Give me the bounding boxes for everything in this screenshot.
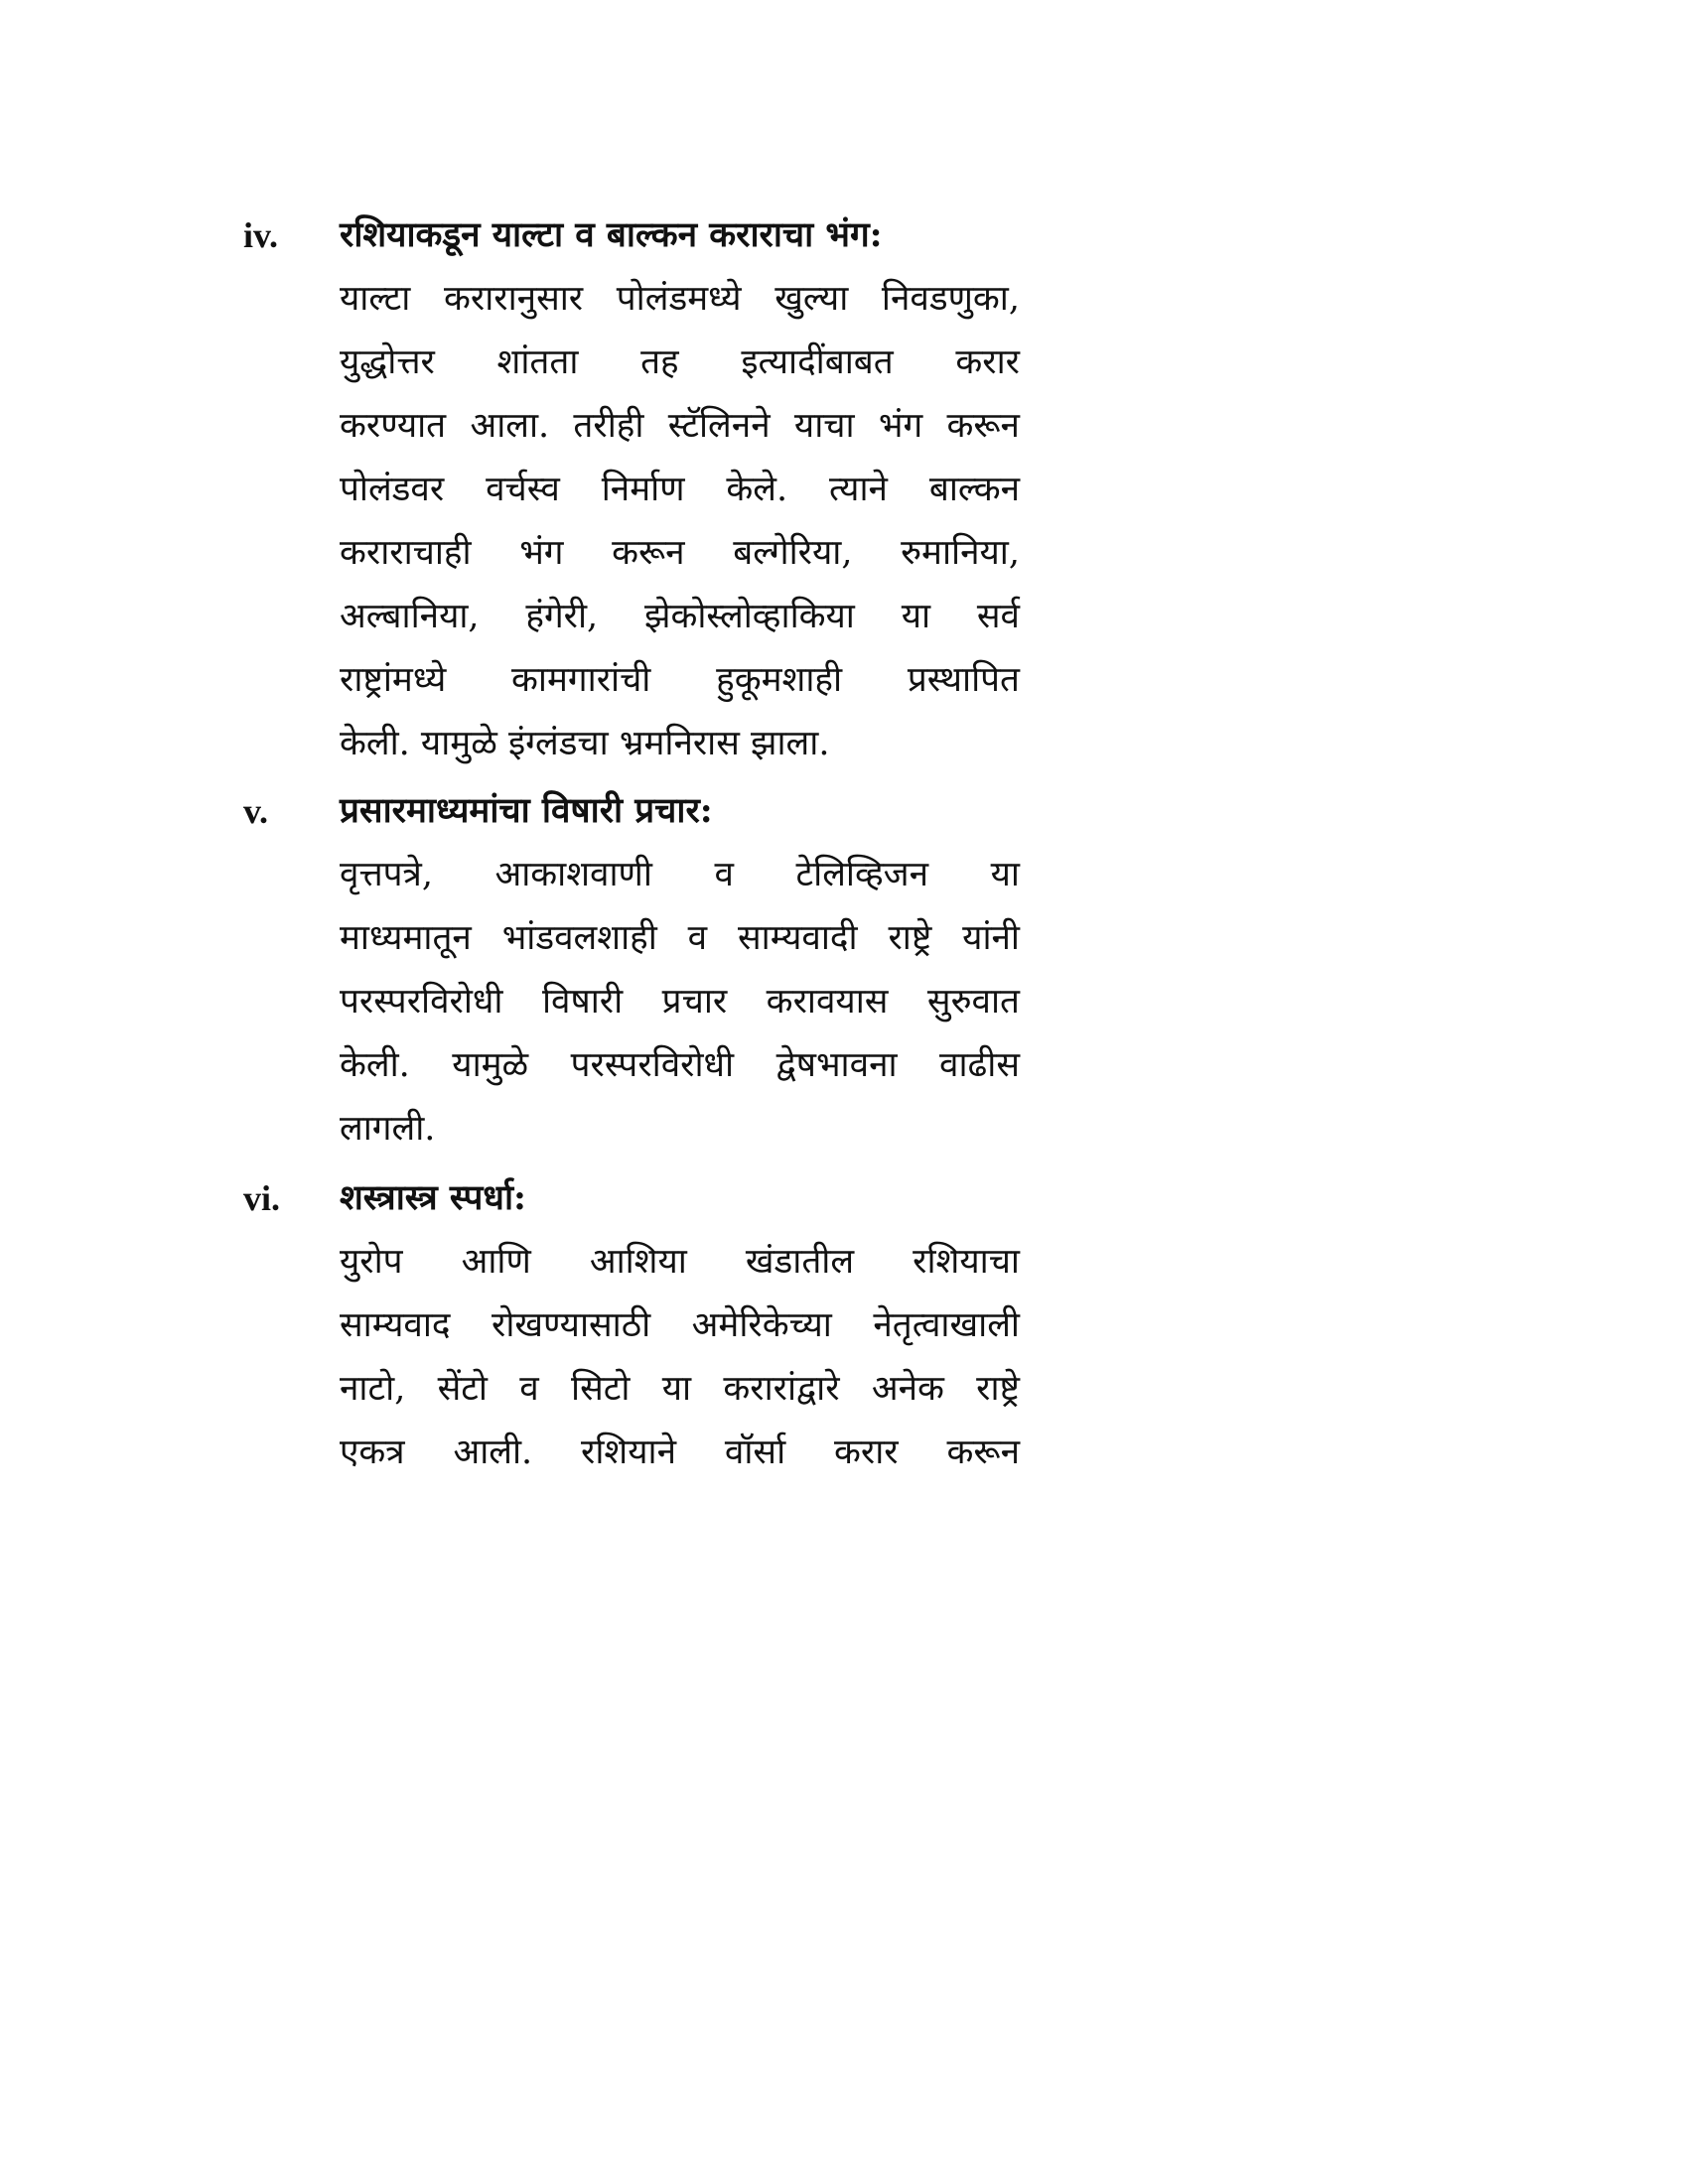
body-line: परस्परविरोधी विषारी प्रचार करावयास सुरुवात xyxy=(340,982,1020,1022)
body-line: याल्टा करारानुसार पोलंडमध्ये खुल्या निवडणुका, xyxy=(340,279,1020,319)
body-line: नाटो, सेंटो व सिटो या करारांद्वारे अनेक राष्ट्रे xyxy=(340,1369,1020,1409)
section-heading: रशियाकडून याल्टा व बाल्कन कराराचा भंग: xyxy=(340,214,883,255)
body-line: लागली. xyxy=(340,1109,436,1149)
body-line: अल्बानिया, हंगेरी, झेकोस्लोव्हाकिया या सर्व xyxy=(340,597,1020,636)
body-line: माध्यमातून भांडवलशाही व साम्यवादी राष्ट्रे यांनी xyxy=(340,918,1020,958)
section-number: vi. xyxy=(243,1178,281,1218)
body-line: केली. यामुळे इंग्लंडचा भ्रमनिरास झाला. xyxy=(340,724,830,763)
section-heading: शस्त्रास्त्र स्पर्धा: xyxy=(340,1177,526,1218)
section-number: v. xyxy=(243,791,269,831)
body-line: केली. यामुळे परस्परविरोधी द्वेषभावना वाढीस xyxy=(340,1045,1020,1085)
body-line: करण्यात आला. तरीही स्टॅलिनने याचा भंग करून xyxy=(340,406,1020,446)
body-line: वृत्तपत्रे, आकाशवाणी व टेलिव्हिजन या xyxy=(340,855,1020,894)
section-heading: प्रसारमाध्यमांचा विषारी प्रचार: xyxy=(340,790,713,831)
section-body xyxy=(340,843,1020,1160)
section-number: iv. xyxy=(243,215,279,255)
body-line: राष्ट्रांमध्ये कामगारांची हुकूमशाही प्रस्थापित xyxy=(340,660,1020,700)
section-body xyxy=(340,267,1020,775)
body-line: युद्धोत्तर शांतता तह इत्यादींबाबत करार xyxy=(340,342,1020,382)
body-line: पोलंडवर वर्चस्व निर्माण केले. त्याने बाल्कन xyxy=(340,470,1020,509)
body-line: कराराचाही भंग करून बल्गेरिया, रुमानिया, xyxy=(340,533,1020,573)
section-body xyxy=(340,1230,1020,1484)
body-line: युरोप आणि आशिया खंडातील रशियाचा xyxy=(340,1242,1020,1282)
body-line: एकत्र आली. रशियाने वॉर्सा करार करून xyxy=(340,1433,1020,1472)
body-line: साम्यवाद रोखण्यासाठी अमेरिकेच्या नेतृत्वाखाली xyxy=(340,1305,1020,1345)
